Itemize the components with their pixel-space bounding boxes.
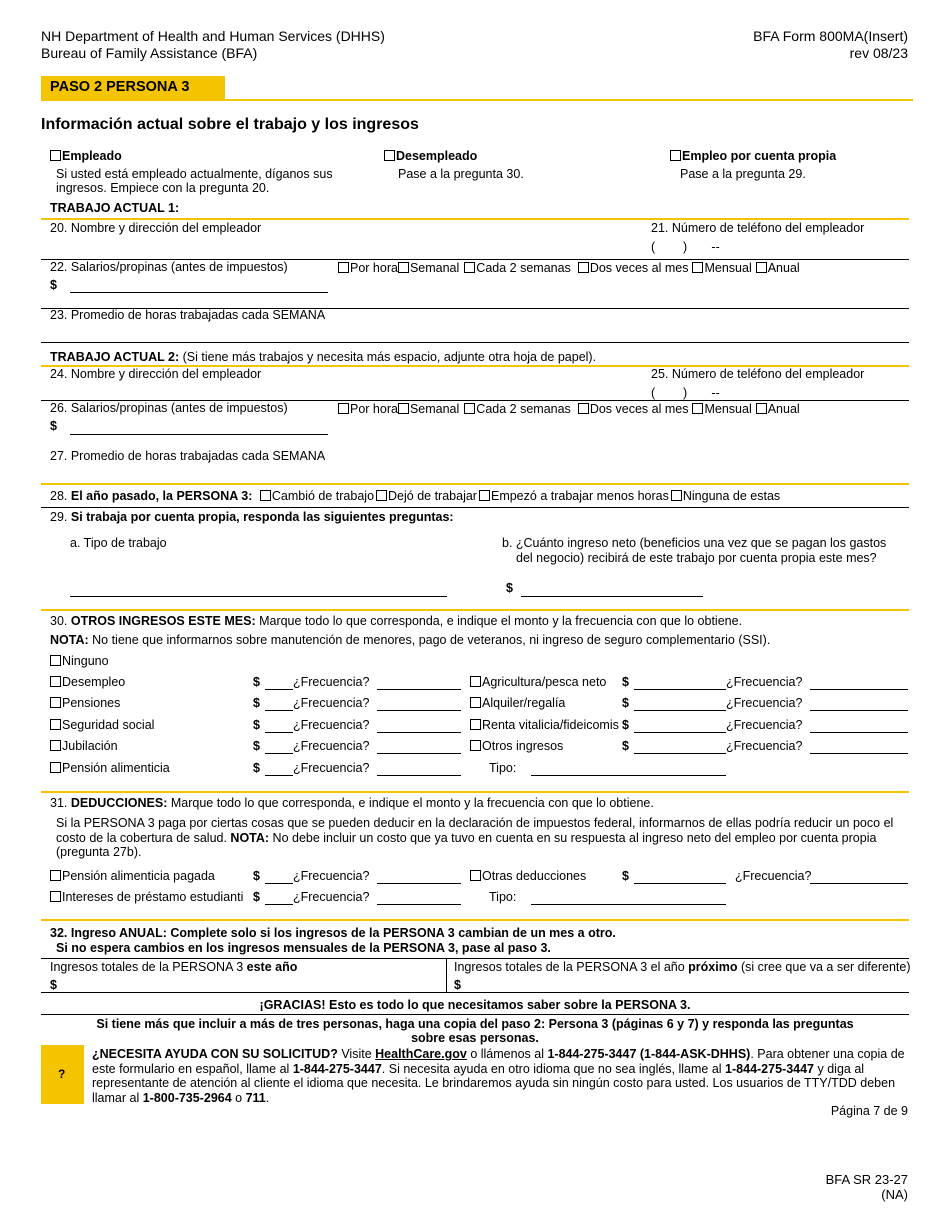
q29-number: 29. [50,510,71,524]
q20-label: 20. Nombre y dirección del empleador [50,221,262,235]
q26-freq-label: Mensual [704,402,752,416]
income-checkbox[interactable] [50,676,61,687]
q28-option[interactable] [260,489,374,503]
job1-heading: TRABAJO ACTUAL 1: [50,201,180,215]
q31-p2b: NOTA: [230,830,270,845]
deduction-frequency-input[interactable] [377,883,461,884]
q26-freq-label: Anual [767,402,800,416]
help-text-part: o llámenos al [466,1047,548,1061]
income-dollar: $ [622,718,629,732]
q28-option[interactable] [376,489,477,503]
q22-freq-label: Semanal [409,261,460,275]
income-option[interactable] [50,675,125,689]
q32-next-year-dollar: $ [454,978,461,992]
income-dollar: $ [253,739,260,753]
deduction-label: Pensión alimenticia pagada [62,869,215,883]
q31-question: DEDUCCIONES: [70,796,168,810]
income-frequency-input[interactable] [810,753,908,754]
deduction-frequency-label: ¿Frecuencia? [293,869,370,883]
q32-next-year-label [454,960,910,974]
divider [41,1014,909,1015]
q31-rule [41,791,909,793]
q22-freq-label: Anual [767,261,800,275]
q29-heading [50,510,454,524]
income-dollar: $ [622,675,629,689]
q22-label: 22. Salarios/propinas (antes de impuestos) [50,260,288,274]
income-frequency-label: ¿Frecuencia? [726,675,803,689]
q24-label: 24. Nombre y dirección del empleador [50,367,262,381]
section-title: Información actual sobre el trabajo y los ingresos [41,116,419,133]
unemployed-checkbox[interactable] [384,150,395,161]
q31-number: 31. [50,796,71,810]
q29b-line1: b. ¿Cuánto ingreso neto (beneficios una vez que se pagan los gastos [502,536,887,550]
other-deduction-frequency-input[interactable] [810,883,908,884]
q32-next-year-note: (si cree que va a ser diferente) [737,960,911,974]
help-text-part: y diga al representante de atención al cliente el idioma que necesita. Le brindaremos ayuda sin ningún costo para usted. Los usuarios de TTY/TDD deben llamar al [92,1061,896,1105]
help-heading: ¿NECESITA AYUDA CON SU SOLICITUD? [92,1047,338,1061]
q31-paragraph [56,816,906,860]
q30-note-bold: NOTA: [50,633,89,647]
help-text-part: Visite [337,1047,376,1061]
income-label: Renta vitalicia/fideicomis [482,718,619,732]
self-employed-option[interactable] [670,149,836,163]
q31-p2a: costo de la cobertura de salud. [56,830,231,845]
income-option[interactable] [50,696,120,710]
unemployed-option[interactable] [384,149,477,163]
income-none-option[interactable] [50,654,109,668]
income-option[interactable] [50,739,118,753]
income-frequency-label: ¿Frecuencia? [293,739,370,753]
income-dollar: $ [253,696,260,710]
income-dollar: $ [253,761,260,775]
other-deduction-dollar: $ [622,869,629,883]
q22-freq-option[interactable] [464,261,571,275]
income-option[interactable] [470,696,565,710]
q28-option-label: Dejó de trabajar [388,489,477,503]
q26-amount-input[interactable] [70,434,328,435]
q32-line1: 32. Ingreso ANUAL: Complete solo si los ingresos de la PERSONA 3 cambian de un mes a otro. [50,926,616,940]
job2-heading-bold: TRABAJO ACTUAL 2: [50,350,180,364]
q22-freq-checkbox[interactable] [756,262,767,273]
q30-heading [50,614,742,628]
income-frequency-input[interactable] [810,732,908,733]
q28-option-label: Ninguna de estas [682,489,781,503]
other-deduction-amount-input[interactable] [634,883,726,884]
help-badge [41,1045,84,1104]
q22-freq-option[interactable] [692,261,751,275]
q22-freq-label: Cada 2 semanas [476,261,571,275]
q26-freq-checkbox[interactable] [338,403,349,414]
more-people-text: Si tiene más que incluir a más de tres personas, haga una copia del paso 2: Persona 3 (páginas 6 y 7) y responda las preguntas sobre esas personas. [96,1017,854,1045]
q22-freq-checkbox[interactable] [692,262,703,273]
q22-freq-label: Dos veces al mes [589,261,689,275]
q23-label: 23. Promedio de horas trabajadas cada SEMANA [50,308,326,322]
q26-frequency-options [338,402,802,416]
q32-next-year-bold: próximo [688,960,738,974]
deduction-option[interactable] [50,890,243,904]
q26-freq-option[interactable] [578,402,689,416]
income-frequency-label: ¿Frecuencia? [293,696,370,710]
help-phone-spanish: 1-844-275-3447 [292,1061,382,1076]
q28-question: El año pasado, la PERSONA 3: [70,489,253,503]
help-icon: ? [58,1067,66,1081]
q30-rule [41,609,909,611]
income-frequency-input[interactable] [377,775,461,776]
footer-na: (NA) [881,1187,908,1202]
q26-freq-option[interactable] [398,402,459,416]
bureau-name: Bureau of Family Assistance (BFA) [41,45,258,61]
q22-freq-checkbox[interactable] [464,262,475,273]
q26-freq-checkbox[interactable] [578,403,589,414]
q30-question: OTROS INGRESOS ESTE MES: [70,614,256,628]
self-employed-checkbox[interactable] [670,150,681,161]
q31-p3: (pregunta 27b). [56,845,142,859]
other-deduction-checkbox[interactable] [470,870,481,881]
employed-option[interactable] [50,149,122,163]
q31-p2 [56,831,906,846]
job2-heading-note: (Si tiene más trabajos y necesita más espacio, adjunte otra hoja de papel). [179,350,597,364]
income-frequency-label: ¿Frecuencia? [293,718,370,732]
q28-option[interactable] [671,489,780,503]
q30-note [50,633,770,647]
deduction-dollar: $ [253,869,260,883]
divider [41,958,909,959]
income-frequency-label: ¿Frecuencia? [726,696,803,710]
q30-text: Marque todo lo que corresponda, e indique el monto y la frecuencia con que lo obtiene. [255,614,743,628]
income-amount-input[interactable] [265,732,293,733]
income-label: Alquiler/regalía [482,696,566,710]
income-option[interactable] [50,718,154,732]
q22-freq-option[interactable] [398,261,459,275]
income-label: Pensión alimenticia [62,761,170,775]
other-deduction-label: Otras deducciones [482,869,587,883]
q21-label: 21. Número de teléfono del empleador [651,221,865,235]
q32-rule [41,919,909,921]
q29b-line2: del negocio) recibirá de este trabajo por cuenta propia este mes? [516,551,877,565]
deduction-frequency-input[interactable] [377,904,461,905]
income-frequency-label: ¿Frecuencia? [293,675,370,689]
other-deduction-type-label: Tipo: [489,890,517,904]
q26-freq-label: Dos veces al mes [589,402,689,416]
other-deduction-frequency-label: ¿Frecuencia? [735,869,812,883]
income-none-label: Ninguno [62,654,109,668]
q30-note-text: No tiene que informarnos sobre manutención de menores, pago de veteranos, ni ingreso de seguro complementario (SSI). [88,633,771,647]
help-text-part: . [265,1090,270,1105]
income-amount-input[interactable] [634,753,726,754]
income-checkbox[interactable] [50,719,61,730]
employed-note: Si usted está empleado actualmente, díganos sus ingresos. Empiece con la pregunta 20. [56,167,333,195]
unemployed-label: Desempleado [396,149,478,163]
income-dollar: $ [622,696,629,710]
q27-label: 27. Promedio de horas trabajadas cada SEMANA [50,449,326,463]
deduction-amount-input[interactable] [265,904,293,905]
q26-freq-checkbox[interactable] [692,403,703,414]
q26-freq-label: Por hora [350,402,398,416]
income-frequency-input[interactable] [377,689,461,690]
income-label: Jubilación [62,739,118,753]
income-checkbox[interactable] [470,676,481,687]
q21-phone-mask[interactable]: ( ) -- [651,240,720,254]
q28-number: 28. [50,489,71,503]
thanks-text: ¡GRACIAS! Esto es todo lo que necesitamos saber sobre la PERSONA 3. [259,998,691,1012]
q22-freq-checkbox[interactable] [578,262,589,273]
form-number: BFA Form 800MA(Insert) [753,28,908,44]
income-checkbox[interactable] [50,740,61,751]
income-checkbox[interactable] [50,762,61,773]
income-frequency-label: ¿Frecuencia? [726,718,803,732]
q31-p1: Si la PERSONA 3 paga por ciertas cosas que se pueden deducir en la declaración de impuestos federal, informarnos de ellas podría reducir un poco el [56,816,894,830]
job2-heading [50,350,596,364]
q28-checkbox[interactable] [479,490,490,501]
q29-question: Si trabaja por cuenta propia, responda las siguientes preguntas: [70,510,454,524]
help-phone-main: 1-844-275-3447 (1-844-ASK-DHHS) [547,1047,751,1061]
q28-row [50,489,782,503]
divider [446,958,447,992]
q28-checkbox[interactable] [376,490,387,501]
income-checkbox[interactable] [50,697,61,708]
income-label: Pensiones [62,696,121,710]
q22-amount-input[interactable] [70,292,328,293]
q32-this-year-label [50,960,297,974]
q28-rule [41,483,909,485]
footer-code: BFA SR 23-27 [825,1172,908,1187]
help-phone-other: 1-844-275-3447 [725,1061,815,1076]
income-amount-input[interactable] [265,775,293,776]
q26-freq-checkbox[interactable] [756,403,767,414]
help-text-part: . Para obtener una copia de este formulario en español, llame al [92,1047,905,1076]
income-amount-input[interactable] [634,689,726,690]
self-employed-note: Pase a la pregunta 29. [680,167,806,181]
page-number: Página 7 de 9 [830,1104,908,1118]
income-label: Otros ingresos [482,739,564,753]
q29b-dollar: $ [506,581,513,595]
income-type-input[interactable] [531,775,726,776]
q22-freq-option[interactable] [578,261,689,275]
help-text [92,1047,910,1105]
q22-freq-option[interactable] [338,261,398,275]
q22-freq-label: Mensual [704,261,752,275]
income-dollar: $ [622,739,629,753]
income-checkbox[interactable] [470,719,481,730]
income-frequency-label: ¿Frecuencia? [726,739,803,753]
q32-next-year-text: Ingresos totales de la PERSONA 3 el año [454,960,689,974]
unemployed-note: Pase a la pregunta 30. [398,167,524,181]
help-phone-tty: 1-800-735-2964 [142,1090,232,1105]
q22-freq-checkbox[interactable] [338,262,349,273]
help-text-part: . Si necesita ayuda en otro idioma que no sea inglés, llame al [381,1061,726,1076]
divider [41,992,909,993]
q29a-input[interactable] [70,596,447,597]
q31-p2c: No debe incluir un costo que ya tuvo en cuenta en su respuesta al ingreso neto del empleo por cuenta propia [269,830,877,845]
deduction-label: Intereses de préstamo estudianti [62,890,244,904]
q25-phone-mask[interactable]: ( ) -- [651,386,720,400]
income-amount-input[interactable] [265,710,293,711]
deduction-amount-input[interactable] [265,883,293,884]
other-deduction-type-input[interactable] [531,904,726,905]
q29a-label: a. Tipo de trabajo [70,536,167,550]
income-amount-input[interactable] [265,689,293,690]
q26-freq-option[interactable] [464,402,571,416]
deduction-dollar: $ [253,890,260,904]
q22-freq-checkbox[interactable] [398,262,409,273]
q26-label: 26. Salarios/propinas (antes de impuestos) [50,401,288,415]
form-revision: rev 08/23 [849,45,908,61]
q26-freq-label: Semanal [409,402,460,416]
income-option[interactable] [50,761,170,775]
q32-this-year-text: Ingresos totales de la PERSONA 3 [50,960,247,974]
q28-checkbox[interactable] [671,490,682,501]
job1-rule [41,218,909,220]
income-frequency-input[interactable] [377,732,461,733]
divider [41,507,909,508]
income-option[interactable] [470,718,619,732]
q28-option-label: Empezó a trabajar menos horas [490,489,669,503]
q32-this-year-bold: este año [246,960,298,974]
help-text-part: o [231,1090,246,1105]
banner-rule [41,99,913,101]
help-phone-relay: 711 [245,1090,266,1105]
income-frequency-input[interactable] [377,753,461,754]
q32-this-year-dollar: $ [50,978,57,992]
income-type-label: Tipo: [489,761,517,775]
income-frequency-input[interactable] [377,710,461,711]
employed-label: Empleado [62,149,122,163]
q30-number: 30. [50,614,71,628]
q26-freq-option[interactable] [338,402,398,416]
income-frequency-input[interactable] [810,689,908,690]
income-option[interactable] [470,675,606,689]
q28-option[interactable] [479,489,669,503]
income-frequency-label: ¿Frecuencia? [293,761,370,775]
income-frequency-input[interactable] [810,710,908,711]
q28-checkbox[interactable] [260,490,271,501]
deduction-checkbox[interactable] [50,891,61,902]
q32-line2: Si no espera cambios en los ingresos mensuales de la PERSONA 3, pase al paso 3. [56,941,551,955]
divider [41,342,909,343]
q26-freq-option[interactable] [692,402,751,416]
q28-option-label: Cambió de trabajo [271,489,375,503]
income-label: Agricultura/pesca neto [482,675,607,689]
income-option[interactable] [470,739,563,753]
self-employed-label: Empleo por cuenta propia [682,149,837,163]
income-label: Seguridad social [62,718,155,732]
q26-freq-checkbox[interactable] [464,403,475,414]
q22-dollar: $ [50,278,57,292]
q25-label: 25. Número de teléfono del empleador [651,367,865,381]
q26-freq-label: Cada 2 semanas [476,402,571,416]
step-banner [41,76,225,99]
healthcare-link[interactable]: HealthCare.gov [375,1047,467,1061]
income-amount-input[interactable] [634,732,726,733]
q26-freq-option[interactable] [756,402,800,416]
income-none-checkbox[interactable] [50,655,61,666]
q26-freq-checkbox[interactable] [398,403,409,414]
income-amount-input[interactable] [265,753,293,754]
income-dollar: $ [253,718,260,732]
employed-checkbox[interactable] [50,150,61,161]
q22-freq-option[interactable] [756,261,800,275]
income-amount-input[interactable] [634,710,726,711]
other-deduction-option[interactable] [470,869,586,883]
deduction-frequency-label: ¿Frecuencia? [293,890,370,904]
income-dollar: $ [253,675,260,689]
income-label: Desempleo [62,675,126,689]
deduction-option[interactable] [50,869,215,883]
q22-frequency-options [338,261,802,275]
q31-text: Marque todo lo que corresponda, e indique el monto y la frecuencia con que lo obtiene. [167,796,654,810]
q26-dollar: $ [50,419,57,433]
step-banner-text: PASO 2 PERSONA 3 [50,79,190,95]
q22-freq-label: Por hora [350,261,398,275]
q31-heading [50,796,654,810]
income-checkbox[interactable] [470,740,481,751]
dept-name: NH Department of Health and Human Services (DHHS) [41,28,385,44]
deduction-checkbox[interactable] [50,870,61,881]
q29b-input[interactable] [521,596,703,597]
income-checkbox[interactable] [470,697,481,708]
